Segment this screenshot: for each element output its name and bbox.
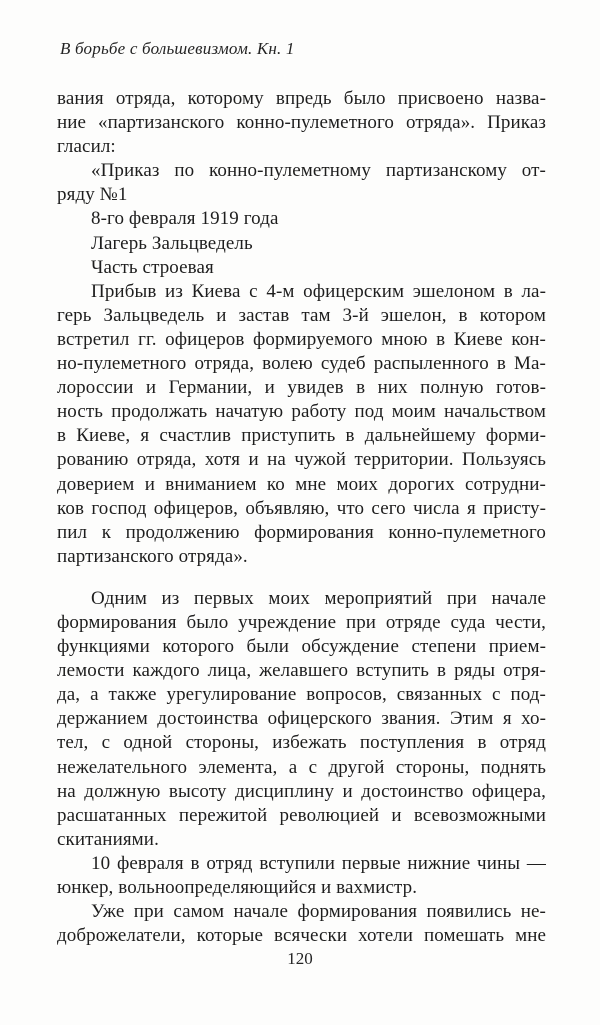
text-line: ность продолжать начатую работу под моим начальством (57, 401, 546, 423)
text-line: Часть строевая (91, 256, 214, 278)
text-line: формирования было учреждение при отряде суда чести, (57, 611, 546, 633)
text-line: ряду №1 (57, 184, 128, 206)
text-line: держанием достоинства офицерского звания. Этим я хо- (57, 708, 546, 730)
text-line: ков господ офицеров, объявляю, что сего числа я присту- (57, 497, 546, 519)
text-line: в Киеве, я счастлив приступить в дальнейшему форми- (57, 425, 546, 447)
text-line: функциями которого были обсуждение степени прием- (57, 636, 546, 658)
text-line: доверием и вниманием ко мне моих дорогих сотрудни- (57, 473, 546, 495)
text-line: пил к продолжению формирования конно-пулеметного (57, 521, 546, 543)
text-line: Одним из первых моих мероприятий при начале (91, 587, 546, 609)
text-line: вания отряда, которому впредь было присвоено назва- (57, 88, 546, 109)
text-line: на должную высоту дисциплину и достоинство офицера, (57, 780, 546, 802)
text-line: тел, с одной стороны, избежать поступления в отряд (57, 732, 546, 754)
text-line: герь Зальцведель и застав там 3-й эшелон, в котором (57, 304, 546, 326)
text-line: юнкер, вольноопределяющийся и вахмистр. (57, 877, 418, 898)
text-line: нежелательного элемента, а с другой стороны, поднять (57, 756, 546, 778)
text-line: рованию отряда, хотя и на чужой территории. Пользуясь (57, 449, 546, 471)
text-line: расшатанных пережитой революцией и всевозможными (57, 804, 546, 826)
text-line: встретил гг. офицеров формируемого мною в Киеве кон- (57, 328, 546, 350)
text-line: лемости каждого лица, желавшего вступить в ряды отря- (57, 660, 546, 682)
text-line: скитаниями. (57, 828, 159, 850)
text-line: партизанского отряда». (57, 545, 248, 567)
text-block (57, 87, 546, 948)
running-header: В борьбе с большевизмом. Кн. 1 (60, 39, 295, 58)
text-line: лороссии и Германии, и увидев в них полную готов- (57, 377, 546, 399)
text-line: 8-го февраля 1919 года (91, 208, 279, 230)
text-line: ние «партизанского конно-пулеметного отряда». Приказ (57, 112, 546, 134)
text-line: Уже при самом начале формирования появились не- (91, 901, 546, 923)
text-line: но-пулеметного отряда, волею судеб распыленного в Ма- (57, 353, 546, 375)
text-line: доброжелатели, которые всячески хотели помешать мне (57, 925, 546, 947)
text-line: 10 февраля в отряд вступили первые нижние чины — (91, 852, 546, 874)
text-line: гласил: (57, 136, 116, 158)
text-line: да, а также урегулирование вопросов, связанных с под- (57, 684, 546, 706)
text-line: Лагерь Зальцведель (91, 232, 253, 254)
text-line: «Приказ по конно-пулеметному партизанскому от- (91, 160, 546, 182)
page-number: 120 (287, 949, 313, 968)
text-line: Прибыв из Киева с 4-м офицерским эшелоном в ла- (91, 280, 546, 302)
